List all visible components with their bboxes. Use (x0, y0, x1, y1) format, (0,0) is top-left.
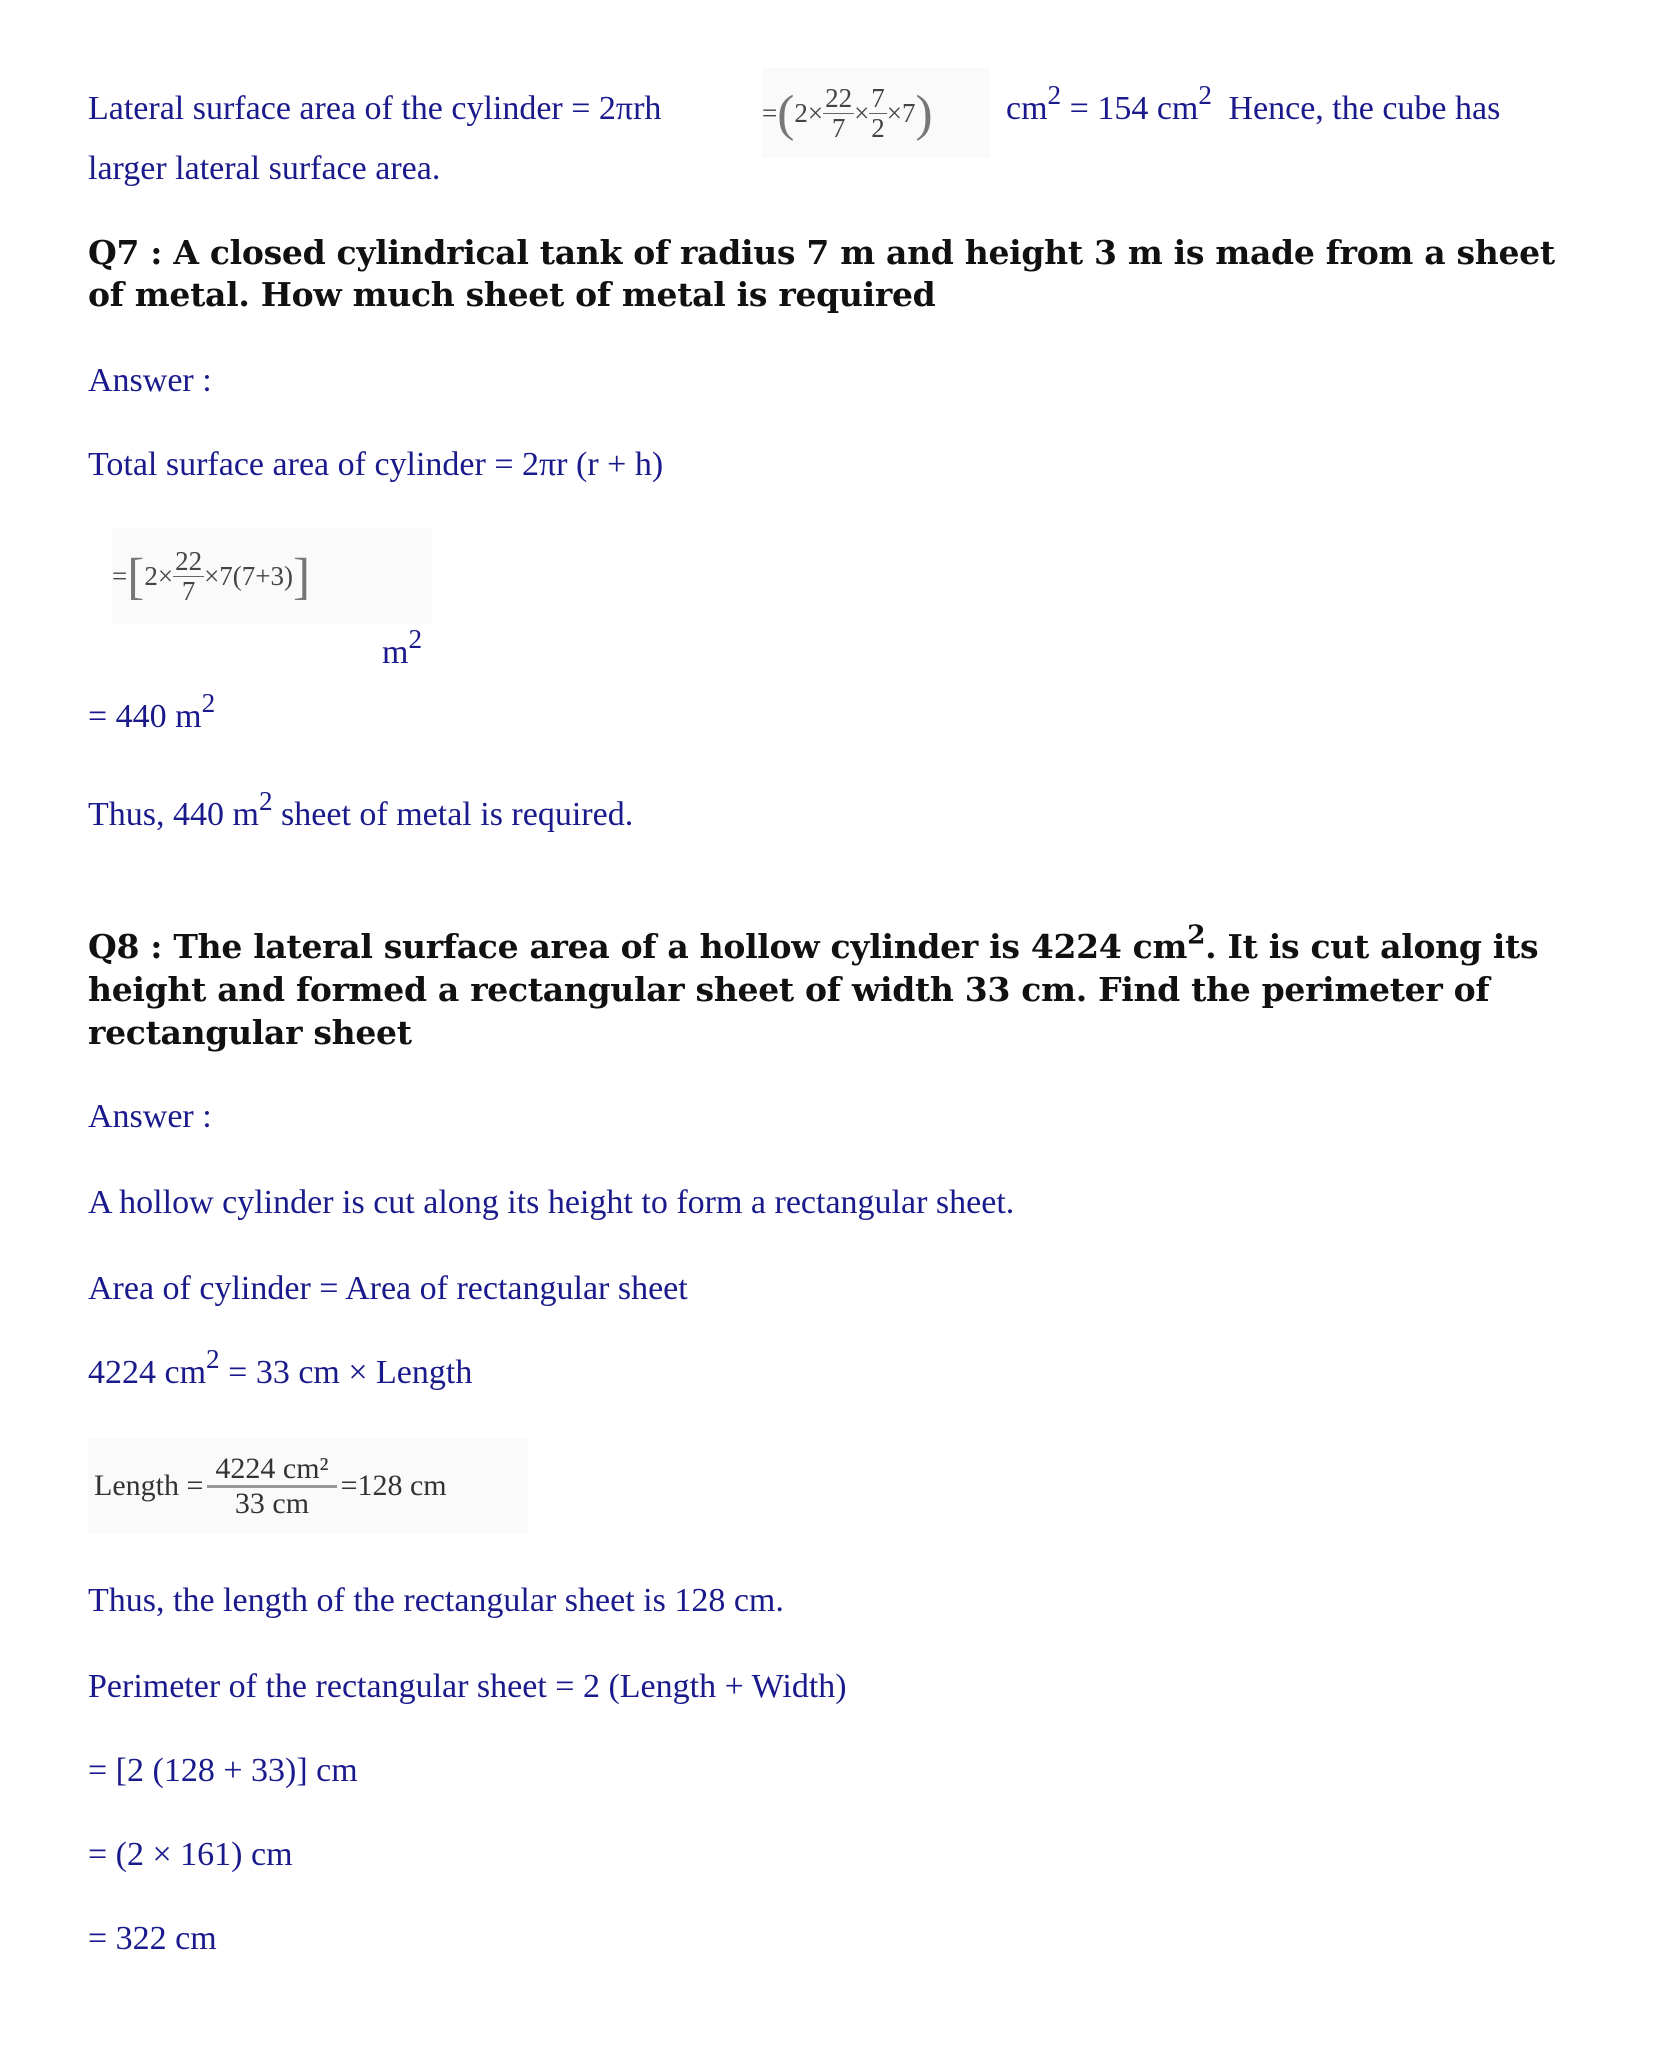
den: 7 (181, 575, 196, 606)
den: 2 (871, 112, 885, 143)
sq: 2 (1198, 80, 1212, 111)
pre: Q8 : The lateral surface area of a hollow cylinder is 4224 cm (88, 927, 1188, 966)
pre: 4224 cm (88, 1354, 207, 1391)
eq-tail: ×7(7+3) (204, 560, 293, 591)
eq-2x: 2× (794, 97, 824, 128)
q8-thus-line: Thus, the length of the rectangular sheet is 128 cm. (88, 1582, 784, 1619)
den: 33 cm (234, 1486, 310, 1520)
times: × (854, 97, 870, 128)
pre: Thus, 440 m (88, 796, 259, 833)
num: 22 (825, 83, 853, 114)
left-bracket: [ (127, 547, 145, 605)
right-bracket: ] (293, 547, 311, 605)
q7-bracket-equation (112, 528, 432, 624)
q8-area-line: Area of cylinder = Area of rectangular sheet (88, 1270, 688, 1307)
length-result: =128 cm (340, 1469, 447, 1502)
q8-step3: = 322 cm (88, 1920, 217, 1957)
fraction-22-7 (823, 84, 854, 142)
q8-step1: = [2 (128 + 33)] cm (88, 1752, 358, 1789)
fraction-22-7 (173, 547, 204, 605)
q8-hollow-line: A hollow cylinder is cut along its height to form a rectangular sheet. (88, 1184, 1015, 1221)
sq: 2 (408, 624, 423, 655)
num: 22 (175, 546, 203, 577)
num: 7 (871, 83, 885, 114)
eq-sign: = (762, 97, 778, 128)
unit: m (382, 634, 409, 671)
post: = 33 cm × Length (219, 1354, 473, 1391)
q8-step2: = (2 × 161) cm (88, 1836, 293, 1873)
lsa-formula: Lateral surface area of the cylinder = 2πrh (88, 90, 662, 127)
post: sheet of metal is required. (272, 796, 634, 833)
q7-conclusion (88, 786, 634, 833)
q8-length-equation (88, 1438, 528, 1534)
conclusion-line: larger lateral surface area. (88, 150, 441, 187)
sq: 2 (1047, 80, 1062, 111)
q8-question-line2: height and formed a rectangular sheet of width 33 cm. Find the perimeter of (88, 970, 1490, 1009)
right-paren: ) (915, 84, 933, 142)
q8-question-line1 (88, 919, 1539, 966)
num: 4224 cm² (207, 1453, 336, 1488)
lsa-equation-image (762, 68, 990, 158)
q7-tsa-formula: Total surface area of cylinder = 2πr (r + h) (88, 446, 664, 483)
q8-perimeter-line: Perimeter of the rectangular sheet = 2 (Length + Width) (88, 1668, 847, 1705)
q7-question-line1: Q7 : A closed cylindrical tank of radius 7 m and height 3 m is made from a sheet (88, 233, 1555, 272)
result-154: = 154 cm (1069, 90, 1199, 127)
q7-unit-m2 (382, 624, 423, 671)
unit: cm (1006, 90, 1048, 127)
q7-answer-label: Answer : (88, 362, 212, 399)
lateral-surface-line (88, 92, 661, 126)
fraction-7-2 (869, 84, 887, 142)
q7-question-line2: of metal. How much sheet of metal is required (88, 275, 936, 314)
eq-2x: 2× (144, 560, 174, 591)
eq-tail: ×7 (886, 97, 916, 128)
left-paren: ( (777, 84, 795, 142)
hence-text: Hence, the cube has (1228, 90, 1501, 127)
q8-question-line3: rectangular sheet (88, 1013, 412, 1052)
q7-result (88, 688, 216, 735)
sq: 2 (206, 1344, 220, 1375)
eq-sign: = (112, 560, 128, 591)
sq: 2 (201, 688, 216, 719)
post: . It is cut along its (1205, 927, 1539, 966)
fraction-4224-33 (207, 1453, 336, 1519)
lsa-result (1006, 80, 1501, 127)
q8-4224-line (88, 1344, 473, 1391)
length-label: Length = (94, 1469, 204, 1502)
q8-answer-label: Answer : (88, 1098, 212, 1135)
sq: 2 (1187, 919, 1206, 951)
sq: 2 (258, 786, 273, 817)
result: = 440 m (88, 698, 202, 735)
den: 7 (831, 112, 846, 143)
